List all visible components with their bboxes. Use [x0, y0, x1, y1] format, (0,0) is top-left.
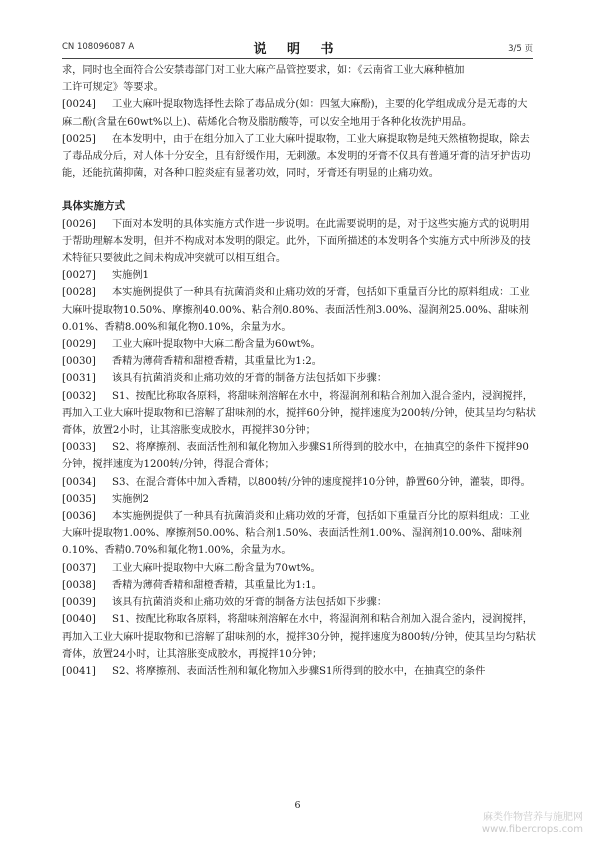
- paragraph-0041: [62, 663, 536, 680]
- paragraph-0039: [62, 594, 536, 611]
- paragraph-0033: [62, 439, 536, 473]
- paragraph-text: 该具有抗菌消炎和止痛功效的牙膏的制备方法包括如下步骤：: [112, 373, 388, 385]
- paragraph-number: [0034]: [62, 476, 96, 488]
- paragraph-0034: [62, 474, 536, 491]
- paragraph-text: 香精为薄荷香精和甜橙香精，其重量比为1:1。: [112, 579, 322, 591]
- paragraph-text: 本实施例提供了一种具有抗菌消炎和止痛功效的牙膏，包括如下重量百分比的原料组成：工业大麻叶提取物1.00%、摩擦剂50.00%、粘合剂1.50%、表面活性剂1.00%、湿润剂10.00%、甜味剂0.10%、香精0.70%和氟化物1.00%，余量为水。: [62, 511, 530, 557]
- paragraph-0036: [62, 508, 536, 560]
- paragraph-0030: [62, 353, 536, 370]
- paragraph-text: S2、将摩擦剂、表面活性剂和氟化物加入步骤S1所得到的胶水中，在抽真空的条件: [112, 665, 486, 677]
- paragraph-number: [0038]: [62, 579, 96, 591]
- paragraph-0038: [62, 577, 536, 594]
- intro-line-1: 求，同时也全面符合公安禁毒部门对工业大麻产品管控要求，如：《云南省工业大麻种植加: [62, 65, 465, 76]
- paragraph-number: [0036]: [62, 511, 96, 523]
- paragraph-number: [0024]: [62, 99, 96, 111]
- paragraph-text: S3、在混合膏体中加入香精，以800转/分钟的速度搅拌10分钟，静置60分钟，灌装，即得。: [112, 476, 531, 488]
- paragraph-0027: [62, 267, 536, 284]
- paragraph-text: 香精为薄荷香精和甜橙香精，其重量比为1:2。: [112, 356, 322, 368]
- document-title: 说 明 书: [253, 42, 342, 57]
- paragraph-text: 工业大麻叶提取物中大麻二酚含量为60wt%。: [112, 339, 321, 351]
- watermark-name: 麻类作物营养与施肥网: [483, 812, 583, 823]
- paragraph-0025: [62, 131, 536, 183]
- paragraph-text: S2、将摩擦剂、表面活性剂和氟化物加入步骤S1所得到的胶水中，在抽真空的条件下搅拌90分钟，搅拌速度为1200转/分钟，得混合膏体；: [62, 442, 529, 471]
- page-counter: 3/5 页: [508, 44, 533, 54]
- paragraph-number: [0035]: [62, 493, 96, 505]
- paragraph-0032: [62, 388, 536, 440]
- page-number: 6: [294, 800, 301, 811]
- paragraph-0024: [62, 96, 536, 130]
- header-rule: [62, 58, 533, 59]
- paragraph-text: 在本发明中，由于在组分加入了工业大麻叶提取物，工业大麻提取物是纯天然植物提取，除去了毒品成分后，对人体十分安全，且有舒缓作用，无刺激。本发明的牙膏不仅具有普通牙膏的洁牙护齿功能，还能抗菌抑菌，对各种口腔炎症有显著功效，同时，牙膏还有明显的止痛功效。: [62, 133, 531, 180]
- paragraph-number: [0031]: [62, 373, 96, 385]
- watermark: [482, 812, 583, 836]
- paragraph-text: 下面对本发明的具体实施方式作进一步说明。在此需要说明的是，对于这些实施方式的说明用于帮助理解本发明，但并不构成对本发明的限定。此外，下面所描述的本发明各个实施方式中所涉及的技术特征只要彼此之间未构成冲突就可以相互组合。: [62, 218, 531, 265]
- paragraph-number: [0025]: [62, 133, 96, 145]
- paragraph-number: [0040]: [62, 614, 96, 626]
- page-header: [62, 38, 533, 58]
- paragraph-text: 工业大麻叶提取物中大麻二酚含量为70wt%。: [112, 562, 321, 574]
- section-heading: 具体实施方式: [62, 200, 125, 213]
- paragraph-number: [0041]: [62, 665, 96, 677]
- paragraph-0040: [62, 611, 536, 663]
- paragraph-number: [0039]: [62, 597, 96, 609]
- paragraph-text: 实施例1: [112, 270, 150, 282]
- paragraph-text: S1、按配比称取各原料，将甜味剂溶解在水中，将湿润剂和粘合剂加入混合釜内，浸润搅拌，再加入工业大麻叶提取物和已溶解了甜味剂的水，搅拌30分钟，搅拌速度为800转/分钟，使其呈均匀粘状膏体，放置24小时，让其溶胀变成胶水，再搅拌10分钟；: [62, 614, 536, 660]
- paragraph-number: [0033]: [62, 442, 96, 454]
- watermark-url: www.fibercrops.com: [481, 824, 583, 835]
- publication-number: CN 108096087 A: [62, 42, 135, 52]
- paragraph-number: [0032]: [62, 390, 96, 402]
- paragraph-number: [0030]: [62, 356, 96, 368]
- paragraph-text: S1、按配比称取各原料，将甜味剂溶解在水中，将湿润剂和粘合剂加入混合釜内，浸润搅拌，再加入工业大麻叶提取物和已溶解了甜味剂的水，搅拌60分钟，搅拌速度为200转/分钟，使其呈均匀粘状膏体，放置2小时，让其溶胀变成胶水，再搅拌30分钟；: [62, 390, 536, 437]
- document-body: [62, 62, 536, 680]
- paragraph-text: 该具有抗菌消炎和止痛功效的牙膏的制备方法包括如下步骤：: [112, 597, 388, 609]
- paragraph-number: [0027]: [62, 270, 96, 282]
- paragraph-text: 本实施例提供了一种具有抗菌消炎和止痛功效的牙膏，包括如下重量百分比的原料组成：工业大麻叶提取物10.50%、摩擦剂40.00%、粘合剂0.80%、表面活性剂3.00%、湿润剂25.00%、甜味剂0.01%、香精8.00%和氟化物0.10%，余量为水。: [62, 287, 530, 333]
- paragraph-number: [0037]: [62, 562, 96, 574]
- paragraph-text: 实施例2: [112, 493, 150, 505]
- paragraph-0029: [62, 336, 536, 353]
- paragraph-0026: [62, 216, 536, 268]
- paragraph-number: [0026]: [62, 218, 96, 230]
- paragraph-0037: [62, 560, 536, 577]
- paragraph-number: [0028]: [62, 287, 96, 299]
- paragraph-text: 工业大麻叶提取物选择性去除了毒品成分(如：四氢大麻酚)，主要的化学组成成分是无毒的大麻二酚(含量在60wt%以上)、萜烯化合物及脂肪酸等，可以安全地用于各种化妆洗护用品。: [62, 99, 528, 128]
- intro-line-2: 工许可规定》等要求。: [62, 82, 164, 94]
- paragraph-0031: [62, 370, 536, 387]
- paragraph-number: [0029]: [62, 339, 96, 351]
- paragraph-0035: [62, 491, 536, 508]
- paragraph-0028: [62, 284, 536, 336]
